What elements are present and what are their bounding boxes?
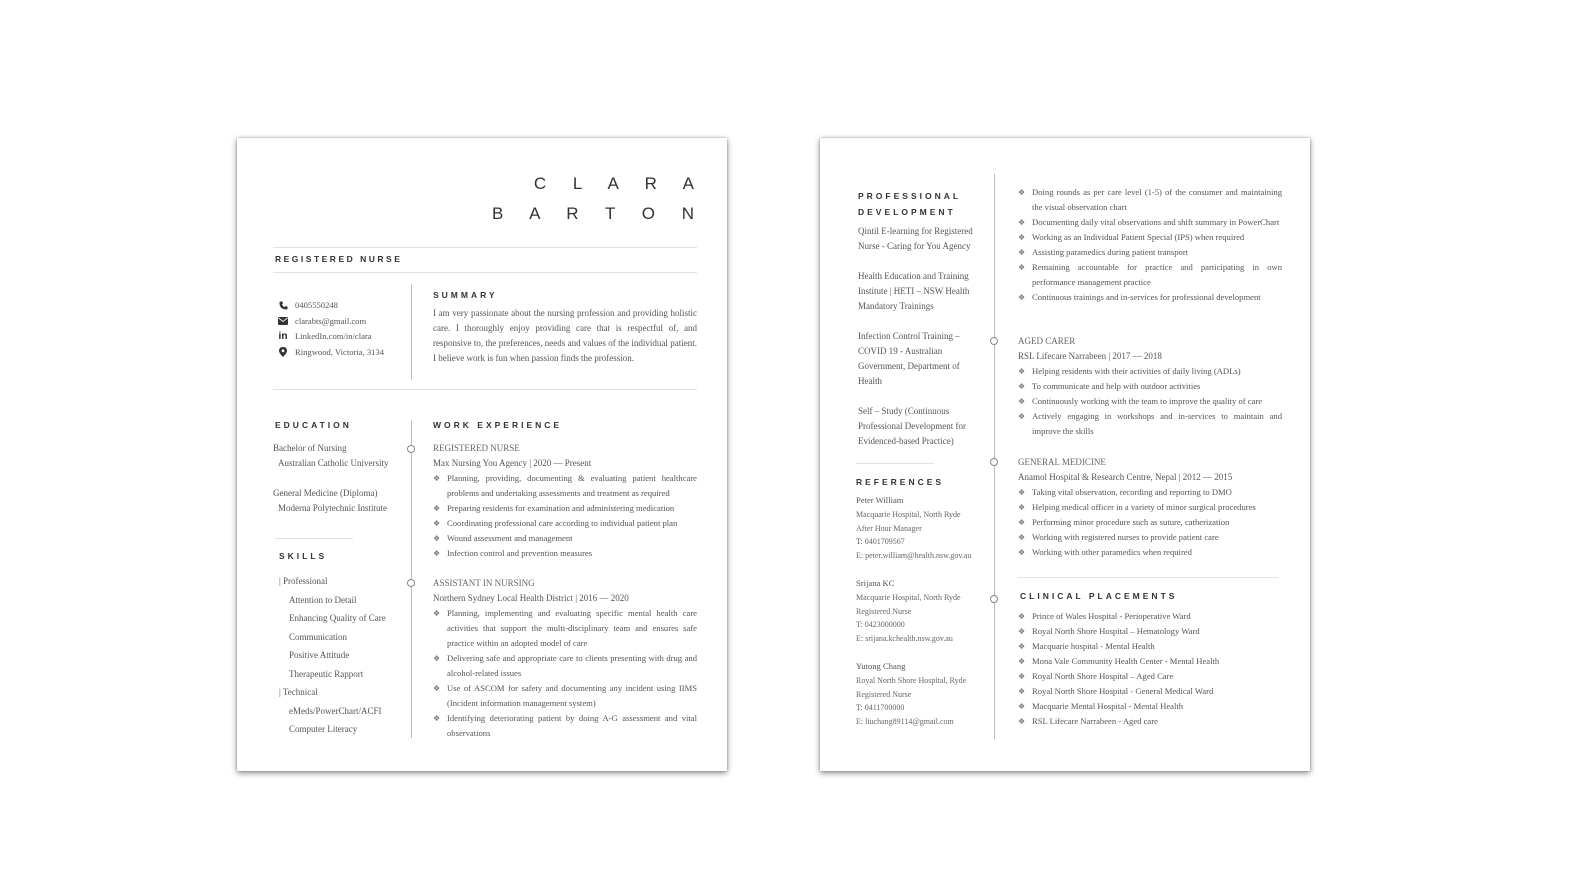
- contact-email: [277, 314, 412, 330]
- continued-job-bullets: [1018, 185, 1282, 305]
- bullet-item: ❖ Preparing residents for examination and administering medication: [433, 501, 697, 516]
- bullet-item: ❖ Remaining accountable for practice and participating in own performance management practice: [1018, 260, 1282, 290]
- bullet-item: ❖ Delivering safe and appropriate care to clients presenting with drug and alcohol-related issues: [433, 651, 697, 681]
- job-title: REGISTERED NURSE: [433, 443, 520, 453]
- email-address: clarabts@gmail.com: [295, 315, 367, 326]
- divider: [275, 538, 353, 539]
- clinical-item: ❖ Prince of Wales Hospital - Perioperative Ward: [1018, 609, 1282, 624]
- reference-email: E: srijana.kchealth.nsw.gov.au: [856, 634, 953, 644]
- contact-location: [277, 345, 412, 361]
- divider: [856, 463, 934, 464]
- timeline-line: [994, 174, 995, 739]
- summary-heading: SUMMARY: [433, 290, 498, 300]
- last-name: B A R T O N: [492, 204, 705, 223]
- pro-dev-item: Self – Study (Continuous Professional Development for Evidenced-based Practice): [858, 406, 966, 446]
- bullet-item: ❖ Working as an Individual Patient Special (IPS) when required: [1018, 230, 1282, 245]
- bullet-item: ❖ Working with other paramedics when required: [1018, 545, 1282, 560]
- reference-email: E: liuchang89114@gmail.com: [856, 717, 954, 727]
- timeline-dot: [990, 337, 998, 345]
- clinical-item: ❖ Mona Vale Community Health Center - Mental Health: [1018, 654, 1282, 669]
- skill-item: Communication: [289, 631, 347, 642]
- clinical-item: ❖ Royal North Shore Hospital - General Medical Ward: [1018, 684, 1282, 699]
- education-list: [273, 441, 413, 516]
- pro-dev-list: [858, 224, 984, 464]
- clinical-item: ❖ Royal North Shore Hospital – Aged Care: [1018, 669, 1282, 684]
- pro-dev-item: Health Education and Training Institute | HETI – NSW Health Mandatory Trainings: [858, 271, 970, 311]
- bullet-item: ❖ Identifying deteriorating patient by doing A-G assessment and vital observations: [433, 711, 697, 741]
- reference-entry: [856, 660, 991, 729]
- reference-entry: [856, 577, 991, 646]
- education-degree: General Medicine (Diploma): [273, 488, 378, 498]
- bullet-item: ❖ Assisting paramedics during patient transport: [1018, 245, 1282, 260]
- divider: [273, 389, 697, 390]
- bullet-item: ❖ Helping residents with their activities of daily living (ADLs): [1018, 364, 1282, 379]
- timeline-dot: [407, 445, 415, 453]
- reference-phone: T: 0423000000: [856, 620, 905, 630]
- skills-group-technical: | Technical: [279, 687, 318, 697]
- clinical-bullets: [1018, 609, 1282, 729]
- contact-linkedin: [277, 329, 412, 345]
- bullet-item: ❖ Performing minor procedure such as suture, catherization: [1018, 515, 1282, 530]
- reference-org: Royal North Shore Hospital, Ryde: [856, 675, 967, 685]
- clinical-item: ❖ Macquarie hospital - Mental Health: [1018, 639, 1282, 654]
- contact-block: [277, 298, 412, 360]
- reference-org: Macquarie Hospital, North Ryde: [856, 509, 961, 519]
- job-company: RSL Lifecare Narrabeen | 2017 — 2018: [1018, 351, 1162, 361]
- pro-dev-item: Infection Control Training – COVID 19 - Australian Government, Department of Health: [858, 331, 960, 386]
- references-heading: REFERENCES: [856, 477, 945, 487]
- pro-dev-heading: [858, 188, 961, 220]
- timeline-dot: [407, 579, 415, 587]
- pro-dev-heading-line: PROFESSIONAL: [858, 191, 962, 201]
- job-title: ASSISTANT IN NURSING: [433, 578, 535, 588]
- job-bullets: [433, 606, 697, 741]
- reference-entry: [856, 494, 991, 563]
- job-bullets: [1018, 485, 1282, 560]
- skills-group-professional: | Professional: [279, 576, 328, 586]
- skills-list: [279, 572, 409, 739]
- email-icon: [277, 317, 289, 325]
- bullet-item: ❖ Actively engaging in workshops and in-services to maintain and improve the skills: [1018, 409, 1282, 439]
- phone-number: 0405550248: [295, 300, 338, 310]
- bullet-item: ❖ Wound assessment and management: [433, 531, 697, 546]
- skill-item: Positive Attitude: [289, 650, 350, 660]
- clinical-list: [1018, 609, 1282, 729]
- bullet-item: ❖ Continuously working with the team to improve the quality of care: [1018, 394, 1282, 409]
- skill-item: Attention to Detail: [289, 594, 357, 605]
- bullet-item: ❖ Use of ASCOM for safety and documenting any incident using IIMS (Incident information management system): [433, 681, 697, 711]
- bullet-item: ❖ Continuous trainings and in-services for professional development: [1018, 290, 1282, 305]
- reference-role: Registered Nurse: [856, 606, 912, 616]
- divider: [1018, 577, 1278, 578]
- job-bullets: [1018, 364, 1282, 439]
- job-company: Anamol Hospital & Research Centre, Nepal | 2012 — 2015: [1018, 472, 1233, 482]
- work-heading: WORK EXPERIENCE: [433, 420, 563, 430]
- skill-item: Therapeutic Rapport: [289, 668, 364, 679]
- bullet-item: ❖ Documenting daily vital observations and shift summary in PowerChart: [1018, 215, 1282, 230]
- clinical-heading: CLINICAL PLACEMENTS: [1020, 591, 1178, 601]
- education-degree: Bachelor of Nursing: [273, 443, 347, 453]
- bullet-item: ❖ Taking vital observation, recording and reporting to DMO: [1018, 485, 1282, 500]
- skill-item: Computer Literacy: [289, 724, 358, 734]
- job-company: Max Nursing You Agency | 2020 — Present: [433, 458, 592, 468]
- role-title: REGISTERED NURSE: [275, 254, 403, 264]
- skill-item: Enhancing Quality of Care: [289, 613, 386, 623]
- bullet-item: ❖ Planning, implementing and evaluating specific mental health care activities that support the multi-disciplinary team and ensures safe practice within an adopted model of care: [433, 606, 697, 651]
- reference-name: Yutong Chang: [856, 660, 906, 671]
- location: Ringwood, Victoria, 3134: [295, 346, 385, 357]
- bullet-item: ❖ To communicate and help with outdoor activities: [1018, 379, 1282, 394]
- skill-item: eMeds/PowerChart/ACFI: [289, 705, 382, 716]
- clinical-item: ❖ Royal North Shore Hospital – Hematology Ward: [1018, 624, 1282, 639]
- bullet-item: ❖ Planning, providing, documenting & evaluating patient healthcare problems and undertaking assessments and treatment as required: [433, 471, 697, 501]
- reference-email: E: peter.william@health.nsw.gov.au: [856, 551, 972, 561]
- bullet-item: ❖ Doing rounds as per care level (1-5) of the consumer and maintaining the visual observation chart: [1018, 185, 1282, 215]
- job-entry: [1018, 455, 1282, 560]
- job-entry: [433, 576, 697, 741]
- clinical-item: ❖ RSL Lifecare Narrabeen - Aged care: [1018, 714, 1282, 729]
- linkedin-url: LinkedIn.com/in/clara: [295, 331, 372, 341]
- reference-role: After Hour Manager: [856, 523, 922, 533]
- divider: [273, 247, 697, 248]
- clinical-item: ❖ Macquarie Mental Hospital - Mental Health: [1018, 699, 1282, 714]
- first-name: C L A R A: [533, 174, 705, 193]
- bullet-item: ❖ Helping medical officer in a variety of minor surgical procedures: [1018, 500, 1282, 515]
- reference-phone: T: 0411700000: [856, 703, 905, 713]
- phone-icon: [277, 301, 289, 310]
- pro-dev-item: Qintil E-learning for Registered Nurse - Caring for You Agency: [858, 226, 973, 251]
- job-bullets: [1018, 185, 1282, 305]
- reference-org: Macquarie Hospital, North Ryde: [856, 592, 961, 602]
- reference-name: Srijana KC: [856, 577, 895, 588]
- education-school: Australian Catholic University: [278, 458, 389, 468]
- education-school: Moderna Polytechnic Institute: [278, 503, 387, 513]
- timeline-dot: [990, 458, 998, 466]
- job-bullets: [433, 471, 697, 561]
- bullet-item: ❖ Working with registered nurses to provide patient care: [1018, 530, 1282, 545]
- references-list: [856, 494, 991, 729]
- bullet-item: ❖ Infection control and prevention measures: [433, 546, 697, 561]
- reference-role: Registered Nurse: [856, 689, 912, 699]
- divider: [273, 272, 697, 273]
- skills-heading: SKILLS: [279, 551, 328, 561]
- timeline-dot: [990, 595, 998, 603]
- resume-page-2: [820, 138, 1310, 771]
- job-title: GENERAL MEDICINE: [1018, 457, 1106, 467]
- job-title: AGED CARER: [1018, 336, 1076, 346]
- reference-phone: T: 0401709567: [856, 537, 905, 547]
- pro-dev-heading-line: DEVELOPMENT: [858, 207, 956, 217]
- vertical-divider: [411, 284, 412, 380]
- education-heading: EDUCATION: [275, 420, 352, 430]
- bullet-item: ❖ Coordinating professional care according to individual patient plan: [433, 516, 697, 531]
- resume-page-1: [237, 138, 727, 771]
- job-entry: [433, 441, 697, 561]
- summary-text: I am very passionate about the nursing profession and providing holistic care. I thoroughly enjoy providing care that is respectful of, and responsive to, the preferences, needs and values of the individual patient. I believe work is fun when passion finds the profession.: [433, 308, 697, 363]
- job-company: Northern Sydney Local Health District | 2016 — 2020: [433, 593, 629, 603]
- contact-phone: [277, 298, 412, 314]
- reference-name: Peter William: [856, 495, 904, 505]
- linkedin-icon: in: [278, 331, 288, 342]
- location-pin-icon: [277, 347, 289, 357]
- job-entry: [1018, 334, 1282, 439]
